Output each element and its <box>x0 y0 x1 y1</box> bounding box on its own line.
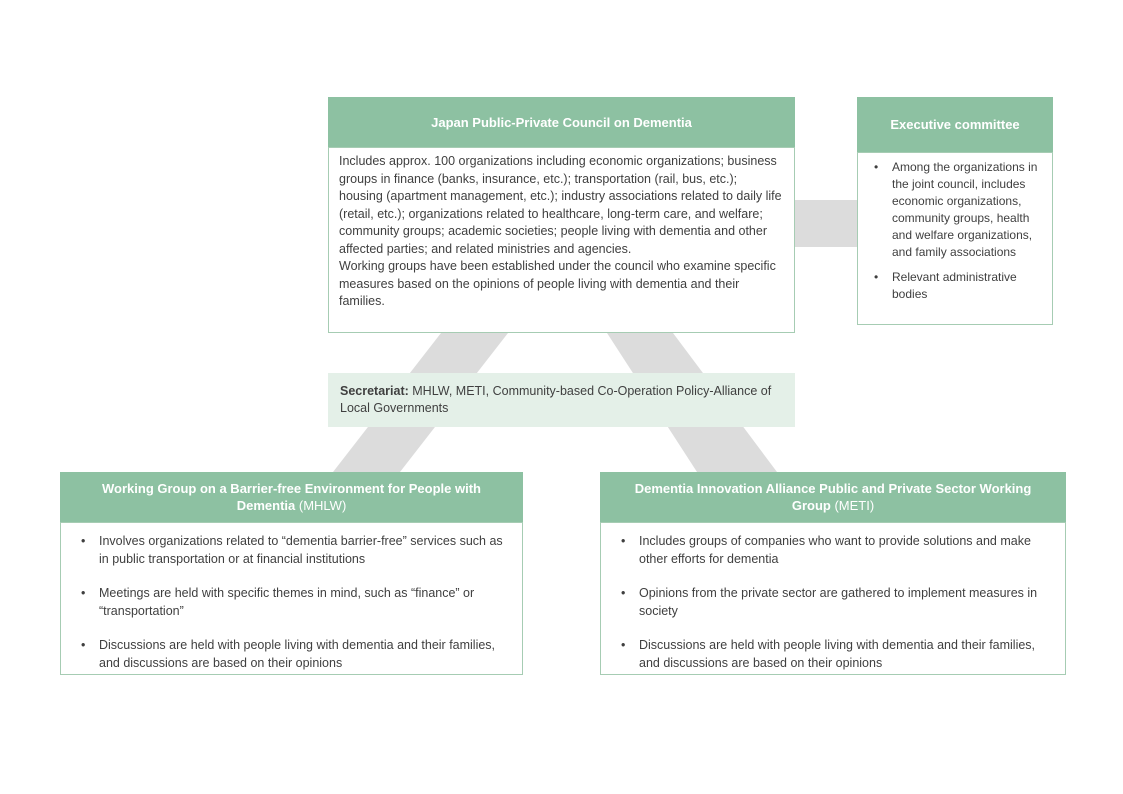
list-item: • Meetings are held with specific themes in mind, such as “finance” or “transportation” <box>73 585 510 620</box>
wg-barrier-free-title-suffix: (MHLW) <box>295 498 347 513</box>
wg-barrier-free-title <box>60 472 523 522</box>
wg-barrier-free-bullet-list <box>73 533 510 672</box>
secretariat-text: MHLW, METI, Community-based Co-Operation Policy-Alliance of Local Governments <box>340 384 772 415</box>
list-item: • Discussions are held with people living with dementia and their families, and discussions are based on their opinions <box>613 637 1053 672</box>
wg-barrier-free-body <box>60 522 523 675</box>
wg-innovation-title-text <box>614 480 1052 514</box>
council-box-body <box>328 147 795 333</box>
list-item: • Involves organizations related to “dementia barrier-free” services such as in public transportation or at financial institutions <box>73 533 510 568</box>
wg-barrier-free-box <box>60 472 523 675</box>
wg-innovation-title-suffix: (METI) <box>830 498 875 513</box>
wg-innovation-bullet-list <box>613 533 1053 672</box>
council-box-title-text: Japan Public-Private Council on Dementia <box>431 114 692 130</box>
wg-innovation-box <box>600 472 1066 675</box>
executive-committee-title-text: Executive committee <box>890 117 1020 132</box>
wg-innovation-title-main: Dementia Innovation Alliance Public and Private Sector Working Group <box>634 481 1032 513</box>
secretariat-label: Secretariat: <box>340 384 409 398</box>
list-item: • Among the organizations in the joint council, includes economic organizations, community groups, health and welfare organizations, and family associations <box>866 159 1044 261</box>
executive-committee-bullet-list <box>866 159 1044 303</box>
executive-committee-title <box>857 97 1053 152</box>
secretariat-strip <box>328 373 795 427</box>
list-item: • Discussions are held with people living with dementia and their families, and discussions are based on their opinions <box>73 637 510 672</box>
list-item: • Includes groups of companies who want to provide solutions and make other efforts for dementia <box>613 533 1053 568</box>
wg-barrier-free-title-text <box>74 480 509 514</box>
connector-council-to-executive <box>795 200 857 247</box>
council-box-title <box>328 97 795 147</box>
executive-committee-body <box>857 152 1053 325</box>
council-box <box>328 97 795 333</box>
list-item: • Relevant administrative bodies <box>866 269 1044 303</box>
list-item: • Opinions from the private sector are gathered to implement measures in society <box>613 585 1053 620</box>
executive-committee-box <box>857 97 1053 325</box>
council-paragraph: Includes approx. 100 organizations including economic organizations; business groups in finance (banks, insurance, etc.); transportation (rail, bus, etc.); housing (apartment management, etc.); industry associations related to daily life (retail, etc.); organizations related to healthcare, long-term care, and welfare; community groups; academic societies; people living with dementia and other affected parties; and related ministries and agencies. <box>339 154 782 256</box>
wg-innovation-body <box>600 522 1066 675</box>
wg-innovation-title <box>600 472 1066 522</box>
council-paragraph: Working groups have been established under the council who examine specific measures based on the opinions of people living with dementia and their families. <box>339 259 776 308</box>
wg-barrier-free-title-main: Working Group on a Barrier-free Environment for People with Dementia <box>102 481 481 513</box>
